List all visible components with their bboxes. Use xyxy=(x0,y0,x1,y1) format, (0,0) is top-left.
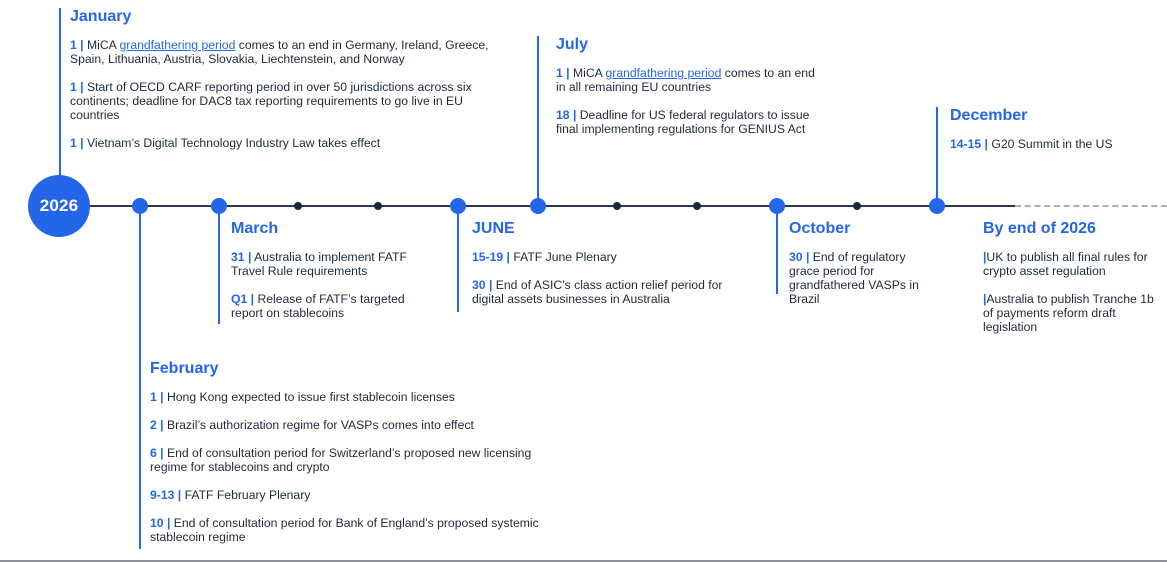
connector-october xyxy=(776,206,778,294)
month-title-end-of-year: By end of 2026 xyxy=(983,220,1096,237)
event-item: 10 | End of consultation period for Bank of England’s proposed systemic stablecoin regime xyxy=(150,516,539,544)
event-item: 1 | Start of OECD CARF reporting period in over 50 jurisdictions across six continents; deadline for DAC8 tax reporting requirements to go live in EU countries xyxy=(70,80,472,122)
connector-june xyxy=(457,206,459,312)
timeline-axis-continuation xyxy=(1015,205,1167,207)
event-item: Q1 | Release of FATF’s targeted report on stablecoins xyxy=(231,292,405,320)
connector-july xyxy=(537,36,539,206)
marker-june xyxy=(450,198,466,214)
event-item: 1 | Hong Kong expected to issue first stablecoin licenses xyxy=(150,390,455,404)
month-title-december: December xyxy=(950,107,1028,124)
event-item: |UK to publish all final rules for crypto asset regulation xyxy=(983,250,1148,278)
event-item: 1 | MiCA grandfathering period comes to an end in all remaining EU countries xyxy=(556,66,815,94)
event-item: 6 | End of consultation period for Switzerland’s proposed new licensing regime for stablecoins and crypto xyxy=(150,446,532,474)
marker-september xyxy=(693,202,701,210)
july-block xyxy=(556,36,816,150)
connector-february xyxy=(139,206,141,549)
month-title-january: January xyxy=(70,8,132,25)
month-title-july: July xyxy=(556,36,589,53)
event-item: 30 | End of regulatory grace period for grandfathered VASPs in Brazil xyxy=(789,250,919,306)
event-item: 15-19 | FATF June Plenary xyxy=(472,250,617,264)
end-of-year-block xyxy=(983,220,1163,348)
june-block xyxy=(472,220,747,320)
event-item: 30 | End of ASIC’s class action relief period for digital assets businesses in Australia xyxy=(472,278,723,306)
event-item: 18 | Deadline for US federal regulators to issue final implementing regulations for GENIUS Act xyxy=(556,108,810,136)
event-item: 1 | MiCA grandfathering period comes to an end in Germany, Ireland, Greece, Spain, Lithuania, Austria, Slovakia, Liechtenstein, and Norway xyxy=(70,38,489,66)
marker-november xyxy=(853,202,861,210)
event-item: |Australia to publish Tranche 1b of payments reform draft legislation xyxy=(983,292,1154,334)
connector-january xyxy=(59,8,61,176)
event-item: 31 | Australia to implement FATF Travel Rule requirements xyxy=(231,250,407,278)
december-block xyxy=(950,107,1150,165)
march-block xyxy=(231,220,431,334)
marker-march xyxy=(211,198,227,214)
year-badge: 2026 xyxy=(28,175,90,237)
month-title-october: October xyxy=(789,220,851,237)
event-item: 2 | Brazil’s authorization regime for VASPs comes into effect xyxy=(150,418,474,432)
month-title-february: February xyxy=(150,360,219,377)
connector-march xyxy=(218,206,220,324)
marker-october xyxy=(769,198,785,214)
marker-may xyxy=(374,202,382,210)
grandfathering-period-link[interactable]: grandfathering period xyxy=(605,66,722,80)
october-block xyxy=(789,220,939,320)
marker-december xyxy=(929,198,945,214)
grandfathering-period-link[interactable]: grandfathering period xyxy=(119,38,236,52)
connector-december xyxy=(936,107,938,206)
marker-july xyxy=(530,198,546,214)
february-block xyxy=(150,360,570,558)
marker-february xyxy=(132,198,148,214)
event-item: 9-13 | FATF February Plenary xyxy=(150,488,311,502)
month-title-june: JUNE xyxy=(472,220,515,237)
event-item: 1 | Vietnam’s Digital Technology Industry Law takes effect xyxy=(70,136,381,150)
january-block xyxy=(70,8,510,164)
event-item: 14-15 | G20 Summit in the US xyxy=(950,137,1113,151)
marker-august xyxy=(613,202,621,210)
month-title-march: March xyxy=(231,220,279,237)
marker-april xyxy=(294,202,302,210)
